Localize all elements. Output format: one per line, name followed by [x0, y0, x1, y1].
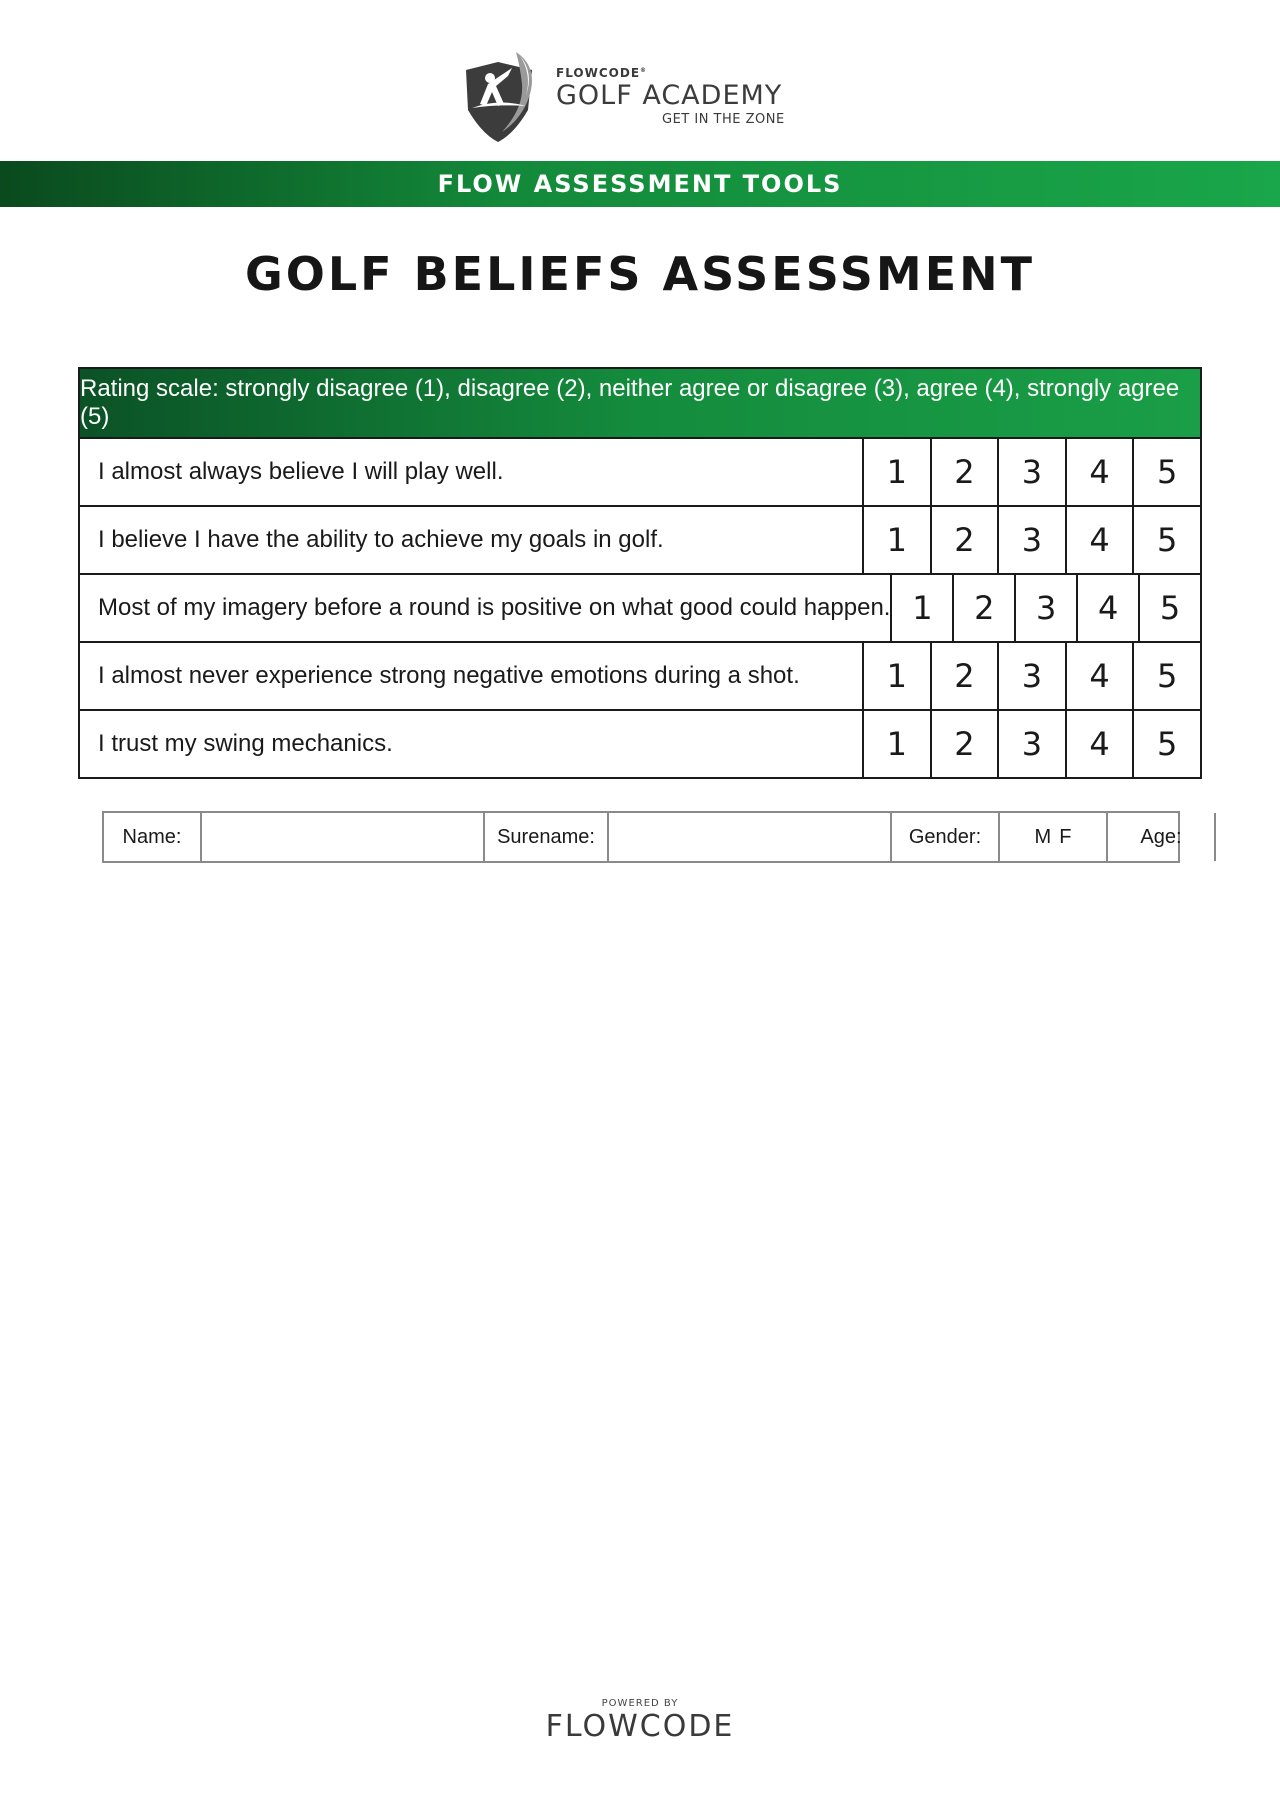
- rating-option-1[interactable]: 1: [864, 643, 932, 709]
- rating-option-1[interactable]: 1: [892, 575, 954, 641]
- golfer-shield-icon: [458, 48, 540, 144]
- question-text: I believe I have the ability to achieve my goals in golf.: [80, 507, 864, 573]
- rating-option-3[interactable]: 3: [999, 643, 1067, 709]
- assessment-table: [78, 367, 1202, 779]
- gender-female-option[interactable]: F: [1059, 825, 1072, 848]
- logo-wordmark: [556, 64, 856, 128]
- question-row: [80, 507, 1200, 575]
- question-text: I trust my swing mechanics.: [80, 711, 864, 777]
- rating-option-5[interactable]: 5: [1156, 521, 1178, 559]
- rating-option-2[interactable]: 2: [932, 643, 1000, 709]
- gender-label: Gender:: [892, 813, 1000, 861]
- rating-option-3[interactable]: 3: [999, 711, 1067, 777]
- question-row: [80, 643, 1200, 711]
- rating-option-1[interactable]: 1: [864, 507, 932, 573]
- gender-options: [1000, 813, 1108, 861]
- question-rows: [80, 439, 1200, 777]
- surname-label: Surename:: [485, 813, 609, 861]
- rating-option-1[interactable]: 1: [864, 711, 932, 777]
- rating-option-3[interactable]: 3: [999, 439, 1067, 505]
- surname-field[interactable]: [609, 813, 892, 861]
- rating-option-5[interactable]: 5: [1156, 453, 1178, 491]
- question-row: [80, 575, 1200, 643]
- logo-tagline: GET IN THE ZONE: [662, 112, 785, 127]
- section-banner: [0, 161, 1280, 207]
- rating-option-5[interactable]: 5: [1156, 725, 1178, 763]
- rating-option-5[interactable]: 5: [1159, 589, 1181, 627]
- gender-male-option[interactable]: M: [1034, 825, 1052, 848]
- rating-scale-header: Rating scale: strongly disagree (1), disagree (2), neither agree or disagree (3), agree (4), strongly agree (5): [80, 369, 1200, 439]
- question-text: Most of my imagery before a round is positive on what good could happen.: [80, 575, 892, 641]
- rating-option-4[interactable]: 4: [1067, 711, 1135, 777]
- rating-option-2[interactable]: 2: [954, 575, 1016, 641]
- rating-option-3[interactable]: 3: [1016, 575, 1078, 641]
- rating-option-2[interactable]: 2: [932, 507, 1000, 573]
- academy-logo: [458, 48, 838, 148]
- rating-option-5[interactable]: 5: [1156, 657, 1178, 695]
- footer-brand: FLOWCODE: [545, 1709, 735, 1744]
- rating-option-4[interactable]: 4: [1067, 439, 1135, 505]
- question-row: [80, 711, 1200, 777]
- question-text: I almost always believe I will play well.: [80, 439, 864, 505]
- name-field[interactable]: [202, 813, 485, 861]
- logo-academy-name: GOLF ACADEMY: [556, 80, 783, 111]
- question-row: [80, 439, 1200, 507]
- age-label: Age:: [1108, 813, 1216, 861]
- respondent-info-row: [102, 811, 1180, 863]
- page-title: GOLF BELIEFS ASSESSMENT: [245, 247, 1035, 301]
- rating-option-4[interactable]: 4: [1067, 643, 1135, 709]
- footer-logo: [0, 1698, 1280, 1744]
- rating-option-3[interactable]: 3: [999, 507, 1067, 573]
- rating-option-4[interactable]: 4: [1078, 575, 1140, 641]
- age-field[interactable]: [1216, 813, 1280, 861]
- question-text: I almost never experience strong negative emotions during a shot.: [80, 643, 864, 709]
- rating-option-2[interactable]: 2: [932, 711, 1000, 777]
- rating-option-4[interactable]: 4: [1067, 507, 1135, 573]
- logo-brand: FLOWCODE®: [556, 66, 648, 80]
- powered-by-label: POWERED BY: [601, 1698, 679, 1709]
- rating-option-2[interactable]: 2: [932, 439, 1000, 505]
- name-label: Name:: [104, 813, 202, 861]
- banner-text: FLOW ASSESSMENT TOOLS: [437, 170, 843, 198]
- rating-option-1[interactable]: 1: [864, 439, 932, 505]
